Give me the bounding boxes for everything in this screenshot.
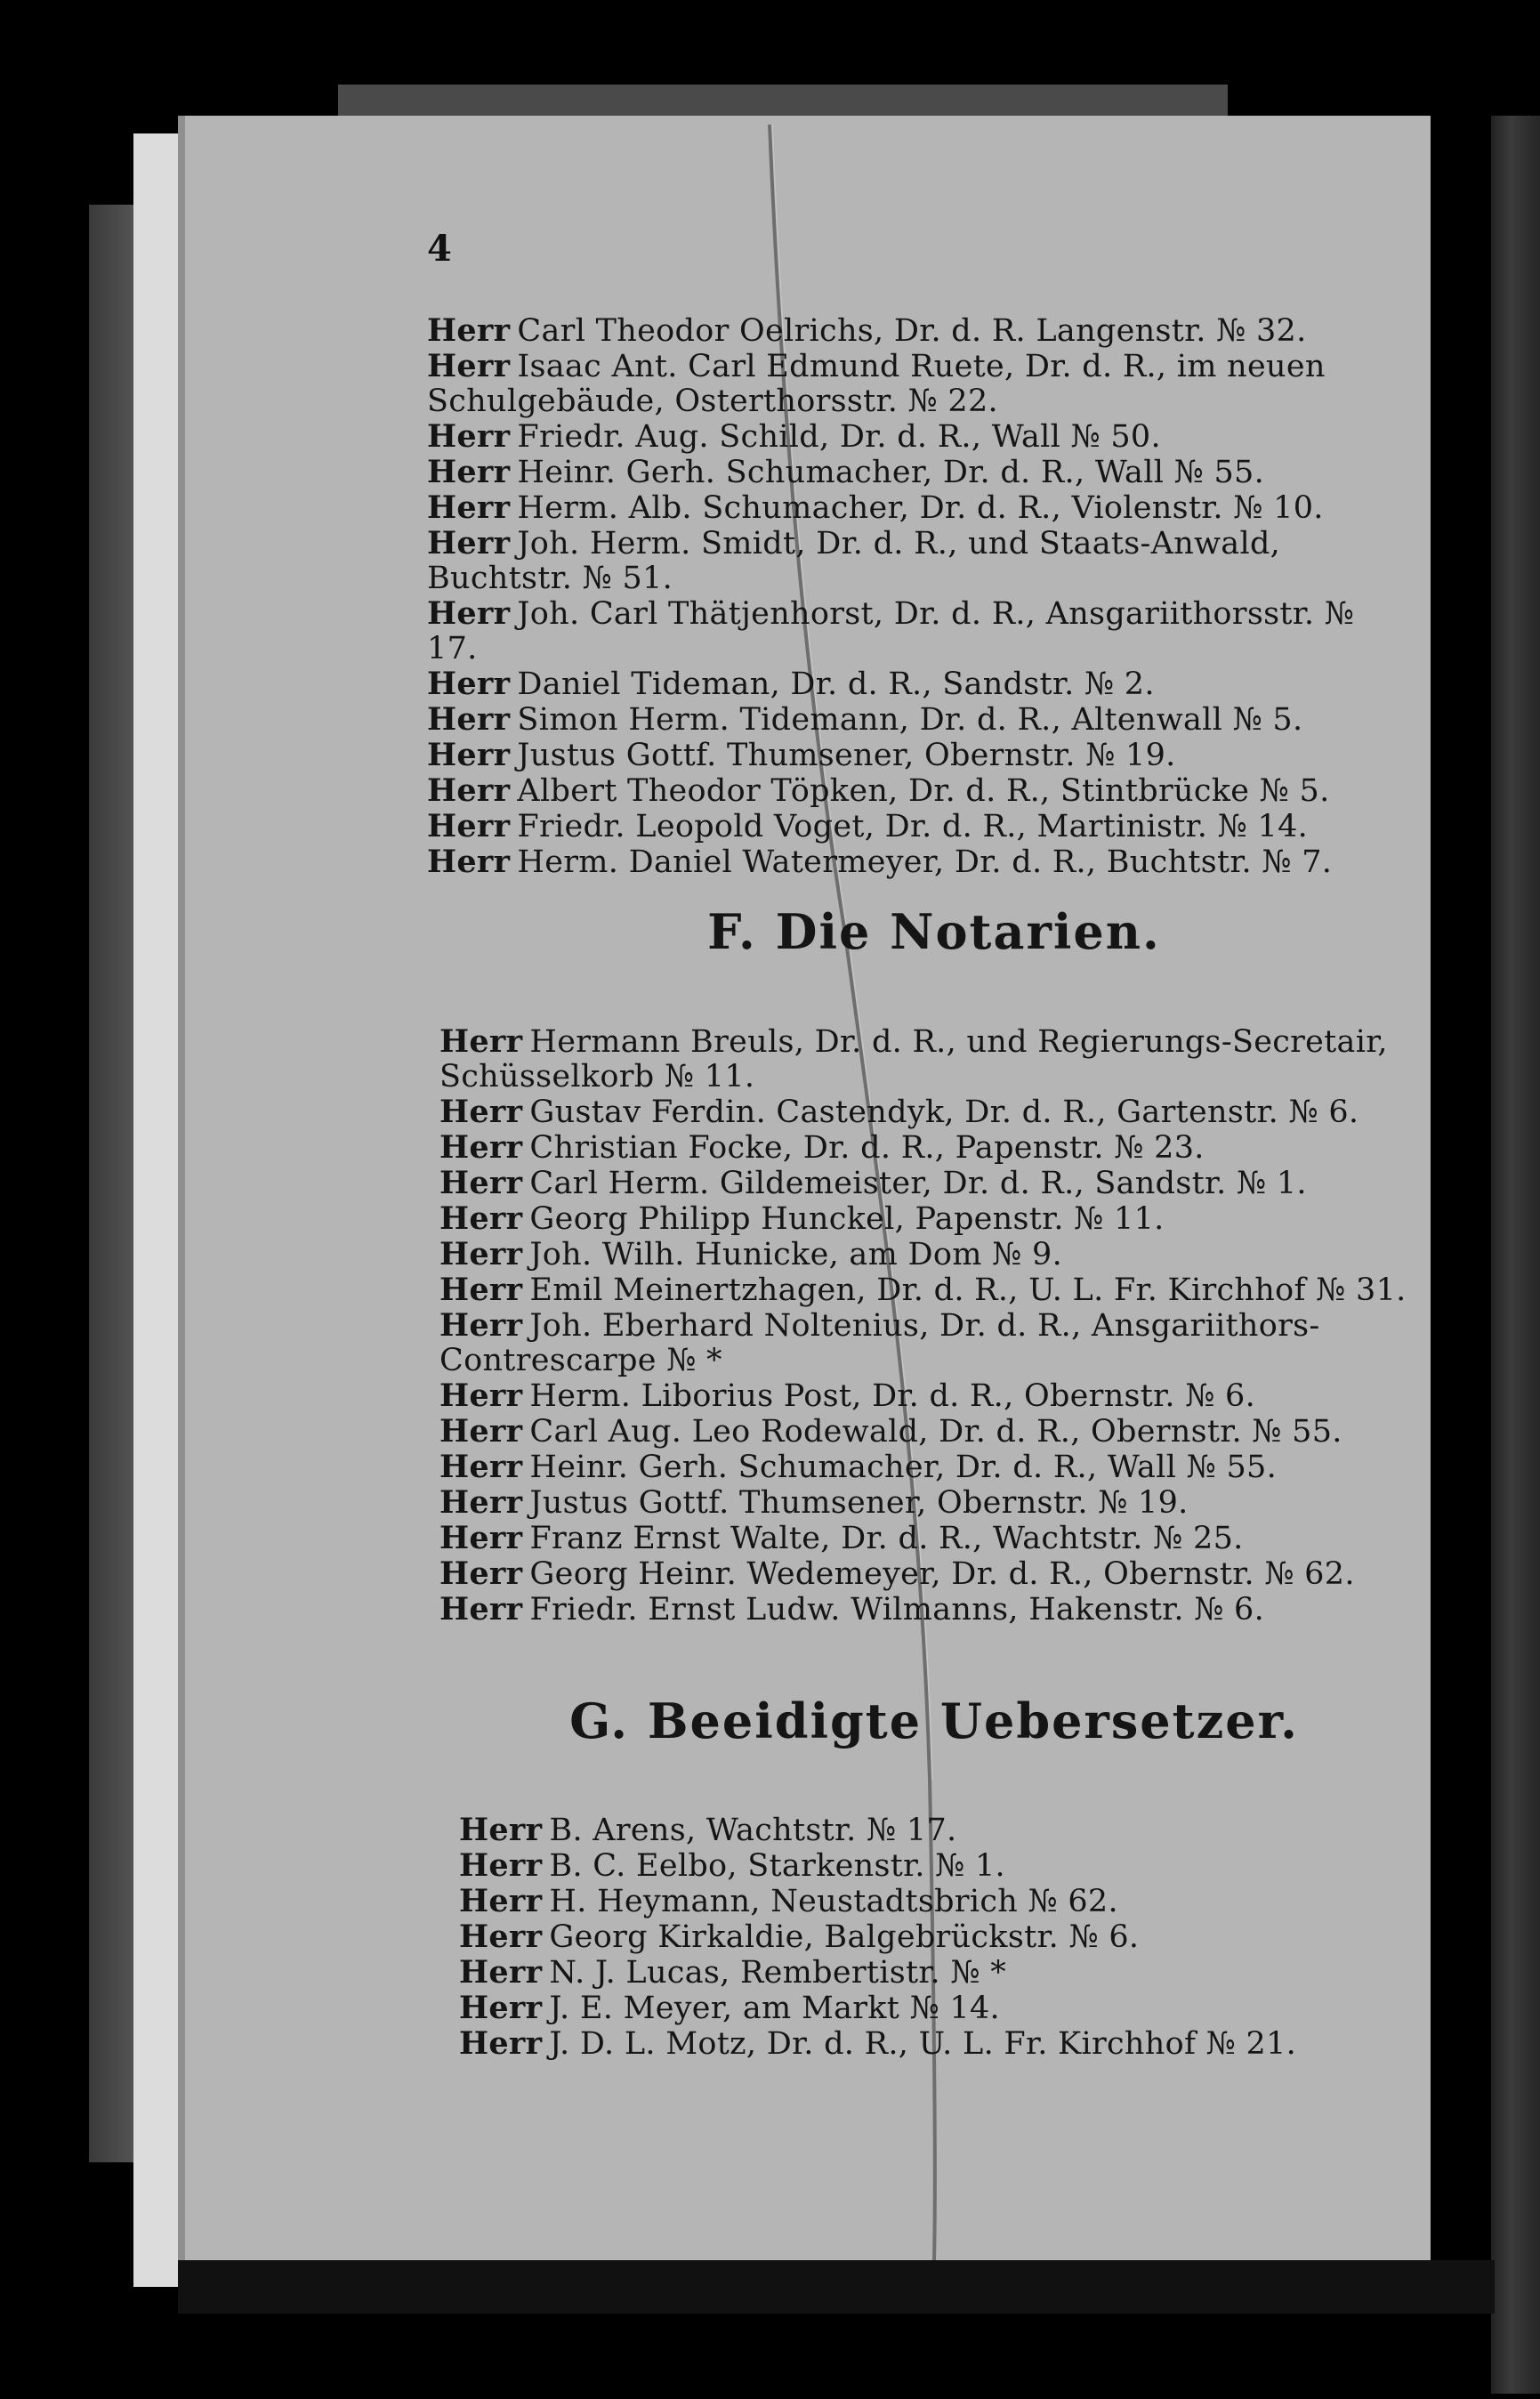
honorific: Herr	[439, 1165, 523, 1201]
honorific: Herr	[427, 737, 511, 773]
honorific: Herr	[439, 1449, 523, 1485]
list-item: Herr Friedr. Ernst Ludw. Wilmanns, Hakenstr. № 6.	[439, 1591, 1265, 1628]
list-item: Herr Heinr. Gerh. Schumacher, Dr. d. R., Wall № 55.	[427, 454, 1265, 490]
honorific: Herr	[439, 1094, 523, 1130]
list-item: Herr Simon Herm. Tidemann, Dr. d. R., Altenwall № 5.	[427, 701, 1303, 738]
honorific: Herr	[439, 1555, 523, 1592]
honorific: Herr	[439, 1307, 523, 1344]
honorific: Herr	[459, 1847, 543, 1884]
section-f-heading: F. Die Notarien.	[707, 903, 1161, 960]
honorific: Herr	[459, 1954, 543, 1991]
list-item: Herr Georg Kirkaldie, Balgebrückstr. № 6.	[459, 1918, 1140, 1955]
list-item: Herr Friedr. Leopold Voget, Dr. d. R., Martinistr. № 14.	[427, 808, 1309, 844]
list-item: Herr Gustav Ferdin. Castendyk, Dr. d. R., Gartenstr. № 6.	[439, 1094, 1359, 1130]
list-item: Herr Hermann Breuls, Dr. d. R., und Regierungs-Secretair, Schüsselkorb № 11.	[439, 1023, 1388, 1094]
honorific: Herr	[427, 525, 511, 561]
honorific: Herr	[427, 808, 511, 844]
honorific: Herr	[427, 454, 511, 490]
list-item: Herr J. E. Meyer, am Markt № 14.	[459, 1990, 1000, 2026]
honorific: Herr	[427, 312, 511, 349]
list-item: Herr Carl Aug. Leo Rodewald, Dr. d. R., Obernstr. № 55.	[439, 1413, 1342, 1450]
honorific: Herr	[439, 1591, 523, 1628]
list-item: Herr Carl Theodor Oelrichs, Dr. d. R. Langenstr. № 32.	[427, 312, 1307, 349]
list-item: Herr Isaac Ant. Carl Edmund Ruete, Dr. d. R., im neuen Schulgebäude, Osterthorsstr. № 22.	[427, 348, 1326, 419]
page-number: 4	[427, 228, 452, 270]
honorific: Herr	[427, 772, 511, 809]
list-item: Herr H. Heymann, Neustadtsbrich № 62.	[459, 1883, 1118, 1919]
list-item: Herr Joh. Eberhard Noltenius, Dr. d. R., Ansgariithors-Contrescarpe № *	[439, 1307, 1320, 1378]
list-item: Herr J. D. L. Motz, Dr. d. R., U. L. Fr. Kirchhof № 21.	[459, 2025, 1297, 2062]
honorific: Herr	[427, 348, 511, 384]
list-item: Herr Joh. Wilh. Hunicke, am Dom № 9.	[439, 1236, 1062, 1272]
section-g-list	[459, 1813, 1438, 2062]
honorific: Herr	[439, 1129, 523, 1166]
list-item: Herr Herm. Daniel Watermeyer, Dr. d. R., Buchtstr. № 7.	[427, 844, 1333, 880]
scan-bottom-shadow	[178, 2260, 1495, 2314]
list-item: Herr Justus Gottf. Thumsener, Obernstr. № 19.	[427, 737, 1176, 773]
honorific: Herr	[427, 701, 511, 738]
list-item: Herr Herm. Alb. Schumacher, Dr. d. R., Violenstr. № 10.	[427, 489, 1324, 526]
honorific: Herr	[439, 1484, 523, 1521]
honorific: Herr	[439, 1377, 523, 1414]
list-item: Herr B. Arens, Wachtstr. № 17.	[459, 1812, 957, 1848]
honorific: Herr	[459, 1812, 543, 1848]
list-item: Herr Justus Gottf. Thumsener, Obernstr. № 19.	[439, 1484, 1189, 1521]
honorific: Herr	[427, 666, 511, 702]
honorific: Herr	[459, 1918, 543, 1955]
list-item: Herr Friedr. Aug. Schild, Dr. d. R., Wall № 50.	[427, 418, 1161, 455]
honorific: Herr	[439, 1200, 523, 1237]
honorific: Herr	[439, 1023, 523, 1060]
list-item: Herr Albert Theodor Töpken, Dr. d. R., Stintbrücke № 5.	[427, 772, 1330, 809]
honorific: Herr	[427, 844, 511, 880]
list-item: Herr Herm. Liborius Post, Dr. d. R., Obernstr. № 6.	[439, 1377, 1256, 1414]
honorific: Herr	[439, 1272, 523, 1308]
list-item: Herr Emil Meinertzhagen, Dr. d. R., U. L. Fr. Kirchhof № 31.	[439, 1272, 1407, 1308]
honorific: Herr	[459, 2025, 543, 2062]
list-item: Herr Joh. Carl Thätjenhorst, Dr. d. R., Ansgariithorsstr. № 17.	[427, 595, 1355, 666]
honorific: Herr	[427, 418, 511, 455]
list-item: Herr Georg Heinr. Wedemeyer, Dr. d. R., Obernstr. № 62.	[439, 1555, 1355, 1592]
list-item: Herr Heinr. Gerh. Schumacher, Dr. d. R., Wall № 55.	[439, 1449, 1278, 1485]
list-item: Herr Daniel Tideman, Dr. d. R., Sandstr. № 2.	[427, 666, 1155, 702]
list-item: Herr B. C. Eelbo, Starkenstr. № 1.	[459, 1847, 1005, 1884]
section-e-list	[427, 313, 1406, 880]
section-g-heading: G. Beeidigte Uebersetzer.	[569, 1692, 1299, 1749]
honorific: Herr	[439, 1413, 523, 1450]
list-item: Herr N. J. Lucas, Rembertistr. № *	[459, 1954, 1007, 1991]
list-item: Herr Joh. Herm. Smidt, Dr. d. R., und Staats-Anwald, Buchtstr. № 51.	[427, 525, 1281, 596]
book-spine-shadow	[1491, 116, 1540, 2394]
list-item: Herr Georg Philipp Hunckel, Papenstr. № 11.	[439, 1200, 1165, 1237]
section-f-list	[439, 1024, 1445, 1628]
list-item: Herr Christian Focke, Dr. d. R., Papenstr. № 23.	[439, 1129, 1205, 1166]
honorific: Herr	[459, 1883, 543, 1919]
list-item: Herr Carl Herm. Gildemeister, Dr. d. R., Sandstr. № 1.	[439, 1165, 1307, 1201]
honorific: Herr	[427, 489, 511, 526]
honorific: Herr	[427, 595, 511, 632]
honorific: Herr	[439, 1236, 523, 1272]
list-item: Herr Franz Ernst Walte, Dr. d. R., Wachtstr. № 25.	[439, 1520, 1244, 1556]
honorific: Herr	[459, 1990, 543, 2026]
honorific: Herr	[439, 1520, 523, 1556]
